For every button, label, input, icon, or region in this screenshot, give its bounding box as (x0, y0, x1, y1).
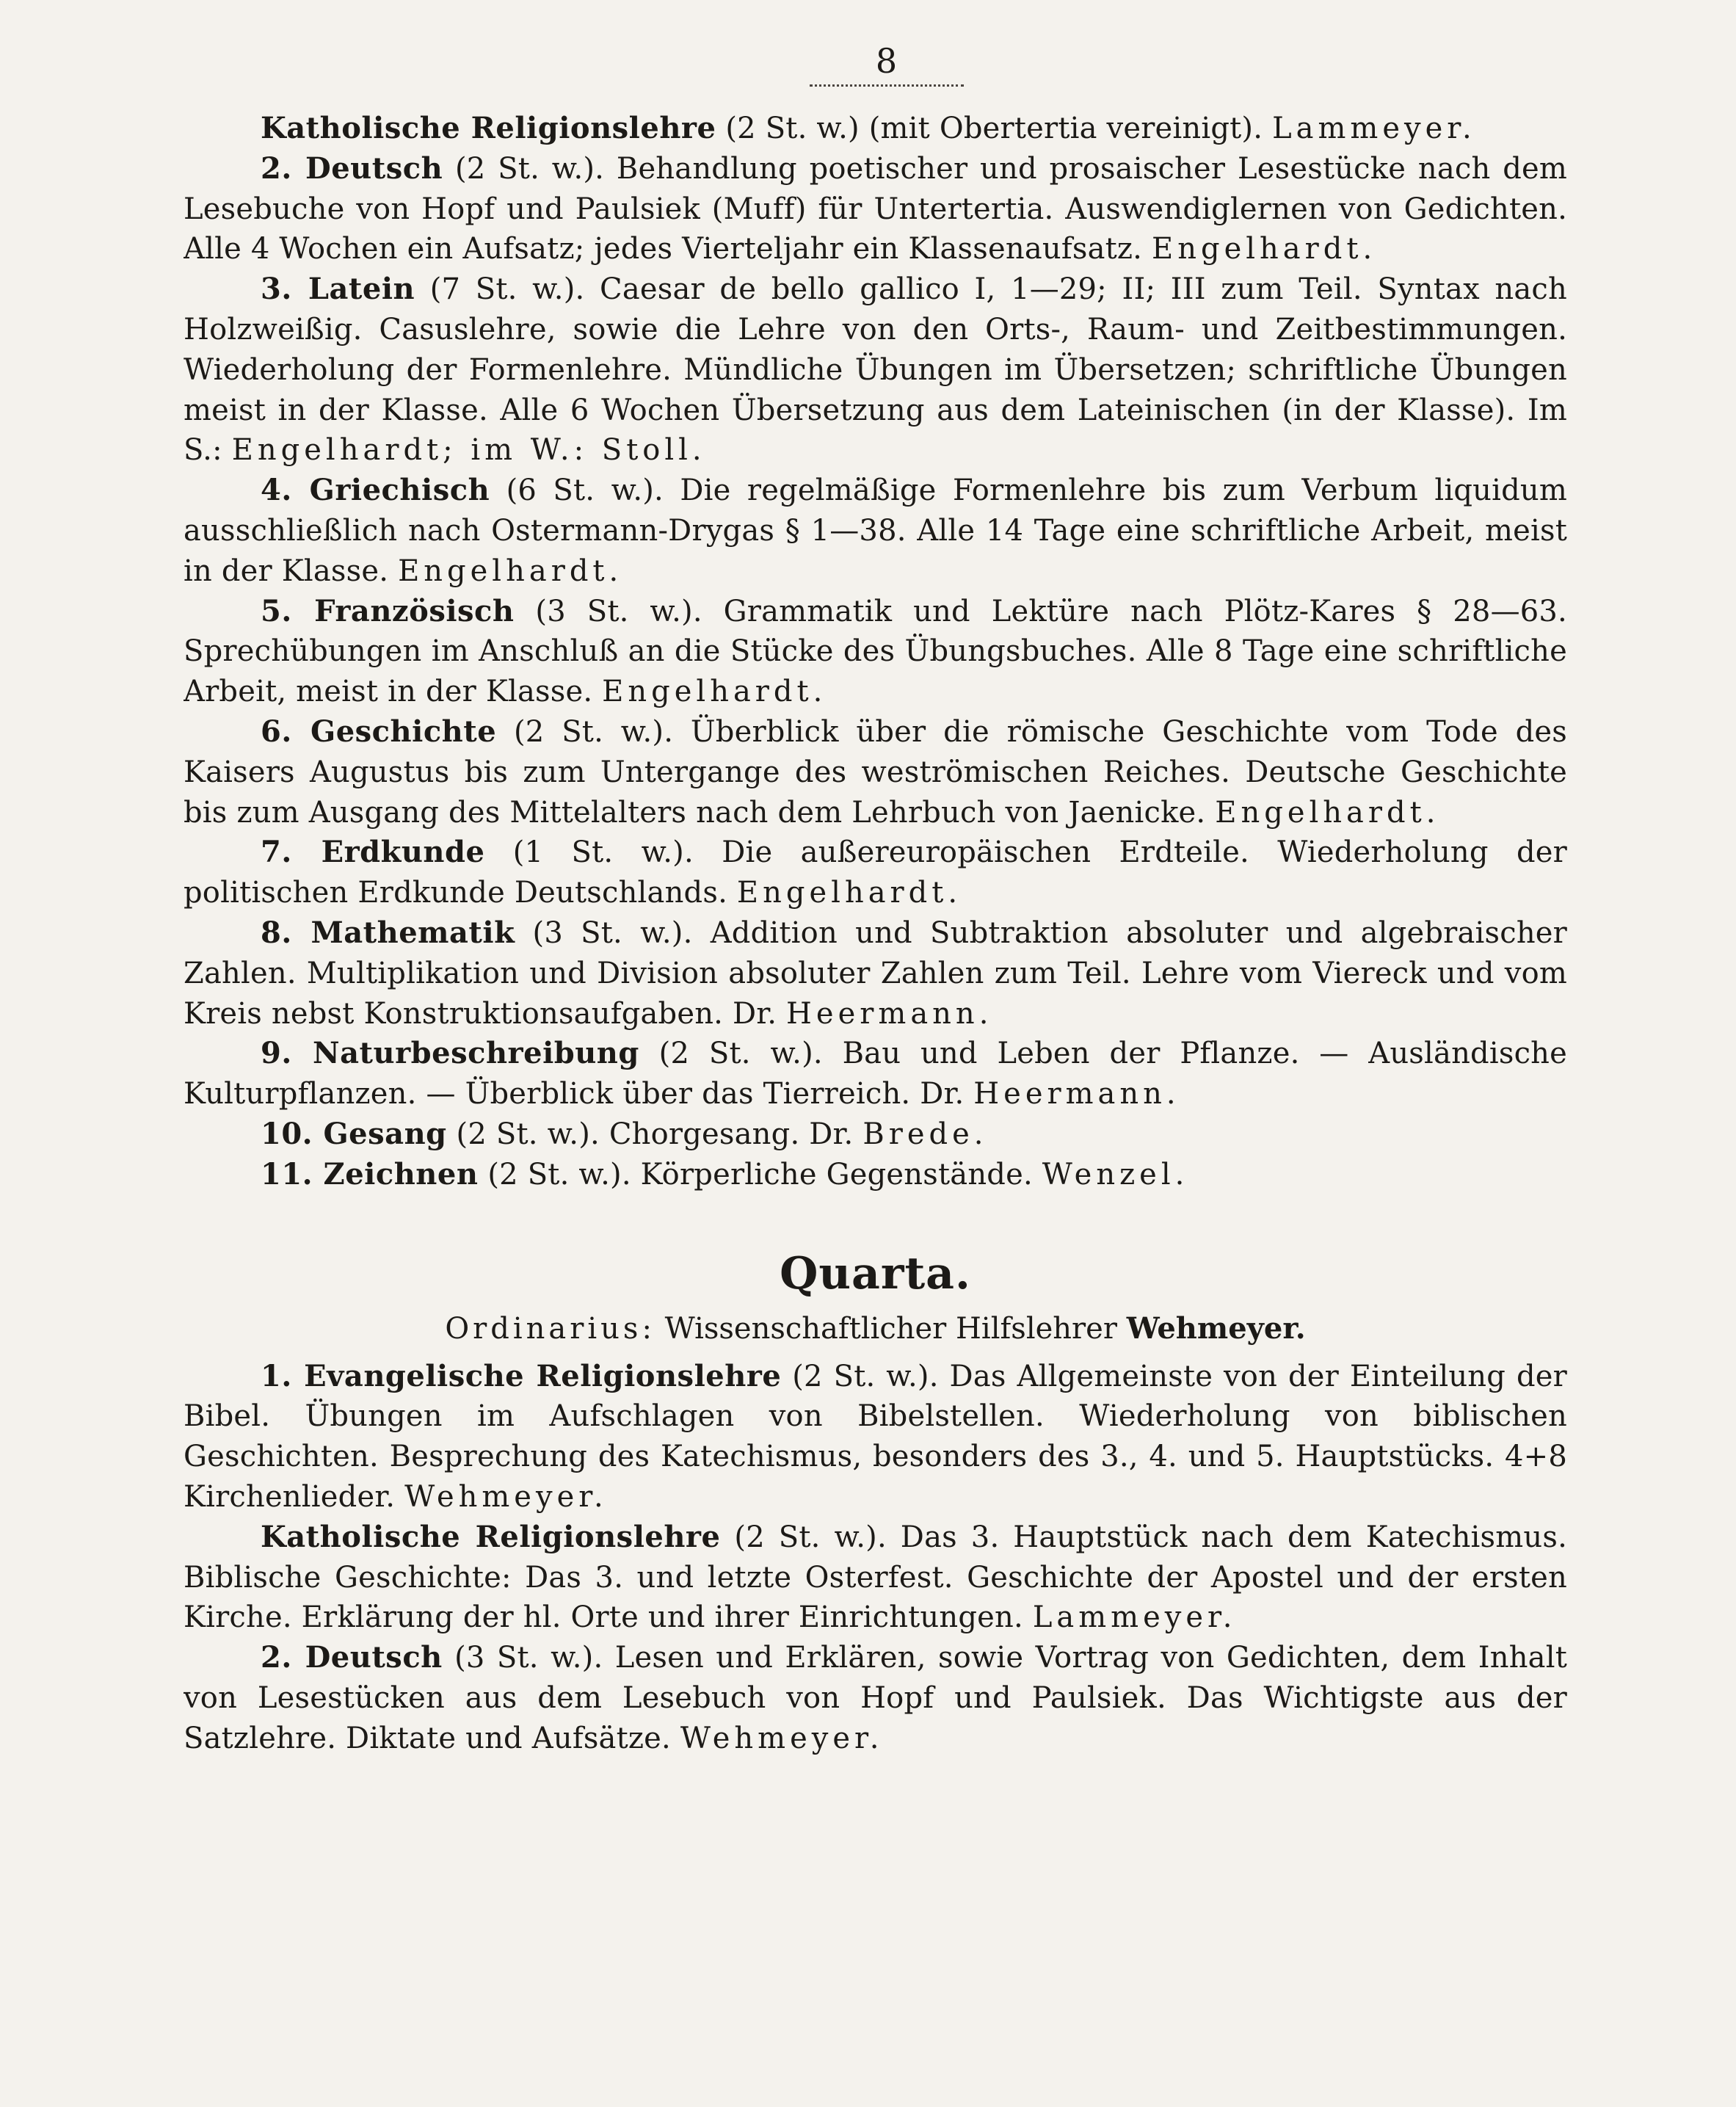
paragraph-erdkunde-tertia (184, 833, 1567, 913)
teacher-name: Wehmeyer. (680, 1721, 884, 1755)
subject-text: (2 St. w.). Überblick über die römische Geschichte vom Tode des Kaisers Augustus bis zum Untergange des weströmischen Reiches. Deutsche Geschichte bis zum Ausgang des Mittelalters nach dem Lehrbuch von Jaenicke. (184, 714, 1567, 830)
paragraph-zeichnen-tertia (184, 1155, 1567, 1195)
paragraph-griechisch-tertia (184, 471, 1567, 591)
subject-text: (2 St. w.). Behandlung poetischer und prosaischer Lesestücke nach dem Lesebuche von Hopf und Paulsiek (Muff) für Untertertia. Auswendiglernen von Gedichten. Alle 4 Wochen ein Aufsatz; jedes Vierteljahr ein Klassenaufsatz. (184, 151, 1567, 266)
subject-text: (2 St. w.) (mit Obertertia vereinigt). (716, 112, 1273, 145)
ordinarius-label: Ordinarius: (445, 1311, 655, 1346)
document-page (184, 40, 1567, 2067)
teacher-name: Heermann. (973, 1077, 1180, 1111)
subject-text: (1 St. w.). Die außereuropäischen Erdteile. Wiederholung der politischen Erdkunde Deutschlands. (184, 835, 1567, 910)
section-title-quarta: Quarta. (780, 1247, 971, 1299)
subject-text: (2 St. w.). Chorgesang. Dr. (446, 1117, 863, 1151)
subject-text: (3 St. w.). Lesen und Erklären, sowie Vortrag von Gedichten, dem Inhalt von Lesestücken aus dem Lesebuch von Hopf und Paulsiek. Das Wichtigste aus der Satzlehre. Diktate und Aufsätze. (184, 1641, 1567, 1755)
teacher-name: Engelhardt. (736, 876, 962, 910)
ordinarius-name: Wehmeyer. (1126, 1310, 1306, 1346)
page-number: 8 (875, 41, 898, 81)
subject-heading: Katholische Religionslehre (261, 1519, 721, 1554)
subject-text: (2 St. w.). Bau und Leben der Pflanze. — Ausländische Kulturpflanzen. — Überblick über das Tierreich. Dr. (184, 1037, 1567, 1111)
subject-heading: 6. Geschichte (261, 714, 497, 749)
subject-heading: 11. Zeichnen (261, 1156, 479, 1192)
paragraph-evangelische-religionslehre-quarta (184, 1357, 1567, 1517)
paragraph-deutsch-tertia (184, 149, 1567, 269)
subject-text: (6 St. w.). Die regelmäßige Formenlehre bis zum Verbum liquidum ausschließlich nach Ostermann-Drygas § 1—38. Alle 14 Tage eine schriftliche Arbeit, meist in der Klasse. (184, 474, 1567, 588)
paragraph-deutsch-quarta (184, 1638, 1567, 1758)
teacher-name: Heermann. (786, 996, 993, 1031)
subject-text: (2 St. w.). Das Allgemeinste von der Einteilung der Bibel. Übungen im Aufschlagen von Bibelstellen. Wiederholung von biblischen Geschichten. Besprechung des Katechismus, besonders des 3., 4. und 5. Hauptstücks. 4+8 Kirchenlieder. (184, 1359, 1567, 1514)
paragraph-naturbeschreibung-tertia (184, 1034, 1567, 1114)
teacher-name: Brede. (862, 1117, 988, 1151)
subject-heading: Katholische Religionslehre (261, 111, 716, 145)
teacher-name: Engelhardt; im W.: Stoll. (231, 433, 706, 468)
page-number-ornament (810, 84, 964, 87)
teacher-name: Engelhardt. (398, 554, 623, 588)
subject-heading: 4. Griechisch (261, 473, 490, 508)
teacher-name: Engelhardt. (1152, 232, 1377, 266)
subject-text: (3 St. w.). Grammatik und Lektüre nach Plötz-Kares § 28—63. Sprechübungen im Anschluß an die Stücke des Übungsbuches. Alle 8 Tage eine schriftliche Arbeit, meist in der Klasse. (184, 594, 1567, 709)
teacher-name: Lammeyer. (1032, 1600, 1237, 1635)
teacher-name: Engelhardt. (602, 675, 827, 709)
paragraph-gesang-tertia (184, 1114, 1567, 1155)
subject-heading: 8. Mathematik (261, 915, 515, 950)
subject-text: (2 St. w.). Das 3. Hauptstück nach dem Katechismus. Biblische Geschichte: Das 3. und letzte Osterfest. Geschichte der Apostel und der ersten Kirche. Erklärung der hl. Orte und ihrer Einrichtungen. (184, 1520, 1567, 1635)
subject-heading: 2. Deutsch (261, 1640, 443, 1675)
subject-heading: 10. Gesang (261, 1116, 447, 1151)
ordinarius-line (184, 1308, 1567, 1349)
teacher-name: Wenzel. (1042, 1157, 1189, 1192)
teacher-name: Lammeyer. (1272, 112, 1476, 145)
subject-text: (3 St. w.). Addition und Subtraktion absoluter und algebraischer Zahlen. Multiplikation und Division absoluter Zahlen zum Teil. Lehre vom Viereck und vom Kreis nebst Konstruktionsaufgaben. Dr. (184, 915, 1567, 1031)
subject-text: (2 St. w.). Körperliche Gegenstände. (478, 1157, 1042, 1192)
subject-heading: 7. Erdkunde (261, 835, 485, 870)
subject-heading: 3. Latein (261, 272, 415, 307)
paragraph-latein-tertia (184, 269, 1567, 471)
ordinarius-role: Wissenschaftlicher Hilfslehrer (655, 1311, 1127, 1346)
subject-heading: 1. Evangelische Religionslehre (261, 1358, 782, 1393)
subject-text: (7 St. w.). Caesar de bello gallico I, 1—29; II; III zum Teil. Syntax nach Holzweißig. Casuslehre, sowie die Lehre von den Orts-, Raum- und Zeitbestimmungen. Wiederholung der Formenlehre. Mündliche Übungen im Übersetzen; schriftliche Übungen meist in der Klasse. Alle 6 Wochen Übersetzung aus dem Lateinischen (in der Klasse). Im S.: (184, 272, 1567, 468)
subject-heading: 5. Französisch (261, 593, 515, 628)
paragraph-franzoesisch-tertia (184, 592, 1567, 712)
teacher-name: Engelhardt. (1215, 795, 1440, 830)
paragraph-katholische-religionslehre-tertia (184, 109, 1567, 149)
paragraph-mathematik-tertia (184, 913, 1567, 1034)
subject-heading: 9. Naturbeschreibung (261, 1036, 639, 1071)
paragraph-geschichte-tertia (184, 712, 1567, 833)
paragraph-katholische-religionslehre-quarta (184, 1517, 1567, 1638)
teacher-name: Wehmeyer. (404, 1479, 608, 1514)
subject-heading: 2. Deutsch (261, 150, 443, 186)
